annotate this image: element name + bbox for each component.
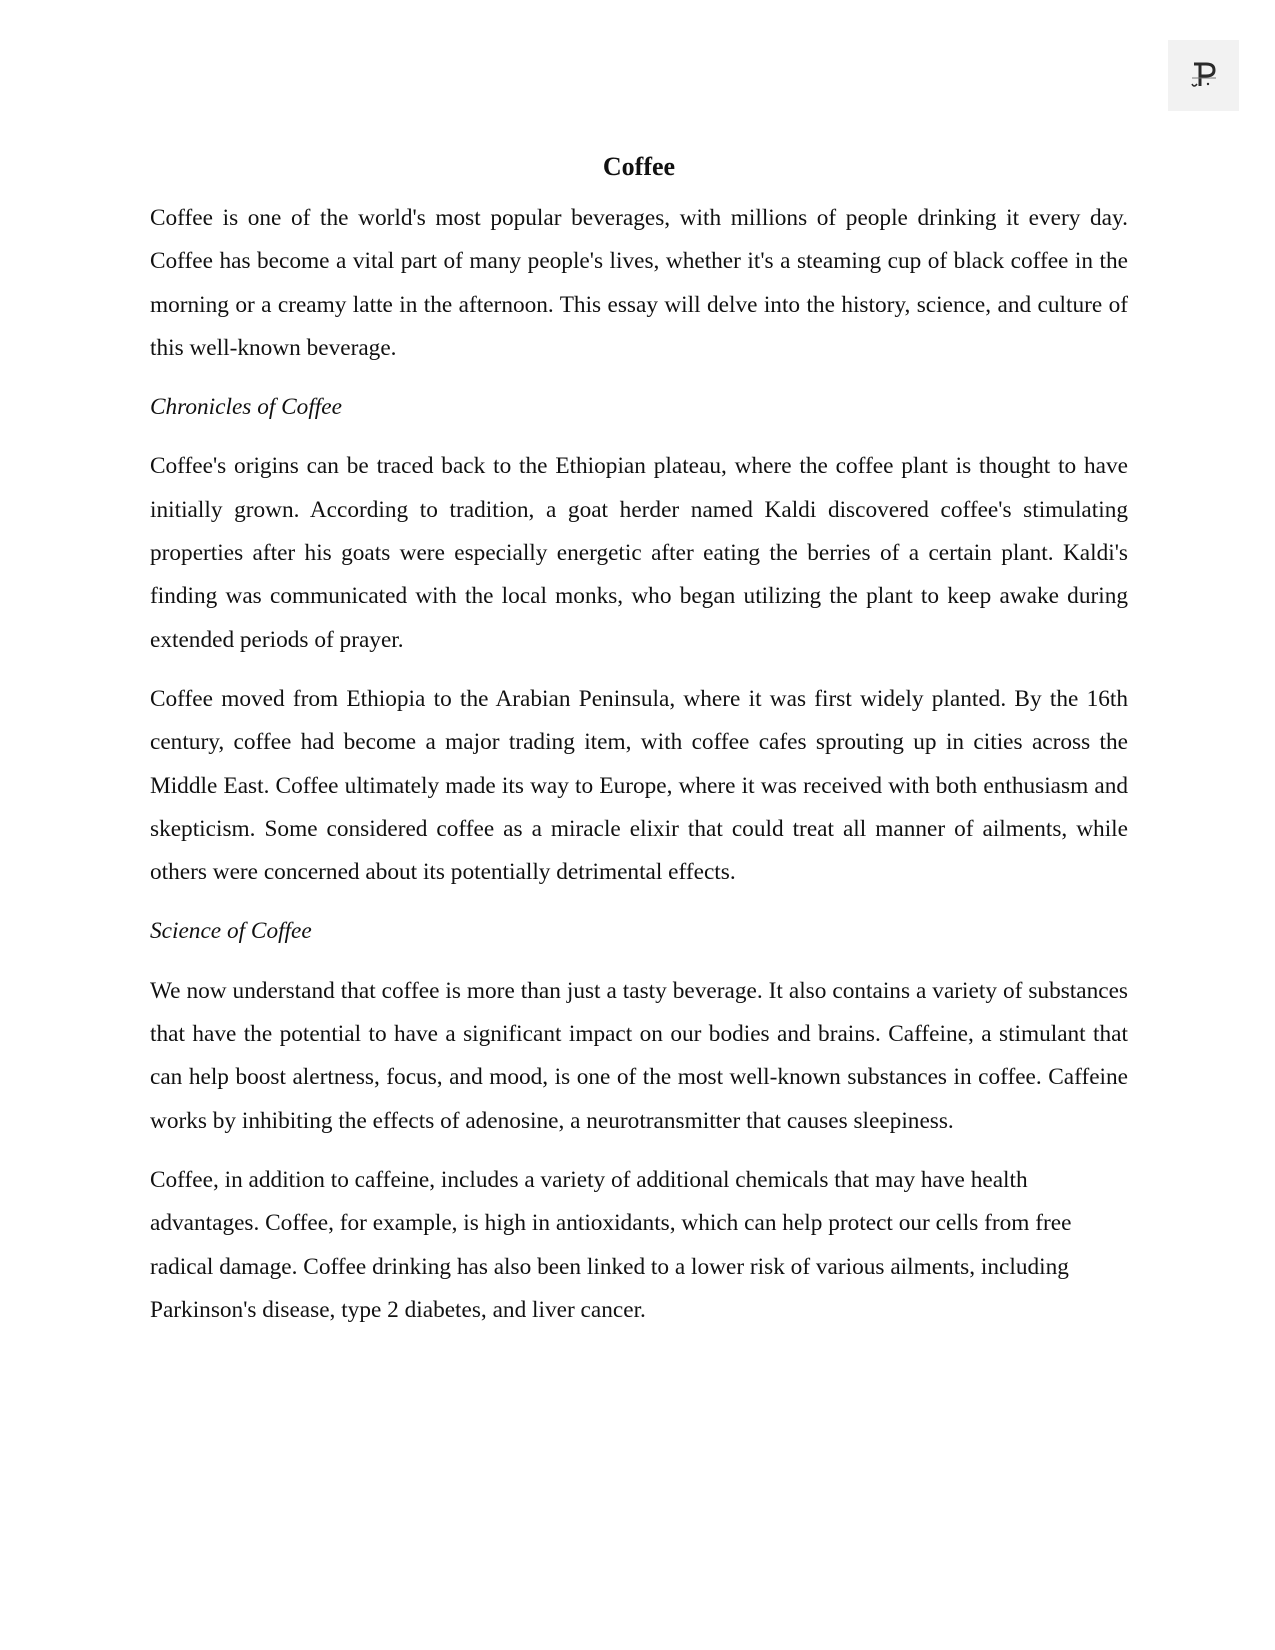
section-heading-science: Science of Coffee: [150, 918, 312, 945]
chronicles-paragraph-2: Coffee moved from Ethiopia to the Arabian Peninsula, where it was first widely planted. By the 16th century, coffee had become a major trading item, with coffee cafes sprouting up in cities across the Middle East. Coffee ultimately made its way to Europe, where it was received with both enthusiasm and skepticism. Some considered coffee as a miracle elixir that could treat all manner of ailments, while others were concerned about its potentially detrimental effects.: [150, 685, 1128, 886]
document-body: [150, 143, 1128, 1348]
brand-logo-icon: [1168, 40, 1239, 111]
document-title: Coffee: [602, 152, 676, 181]
intro-paragraph: Coffee is one of the world's most popular beverages, with millions of people drinking it every day. Coffee has become a vital part of many people's lives, whether it's a steaming cup of black coffee in the morning or a creamy latte in the afternoon. This essay will delve into the history, science, and culture of this well-known beverage.: [150, 205, 1128, 361]
brand-logo: [1168, 40, 1239, 111]
section-heading-chronicles: Chronicles of Coffee: [150, 394, 342, 421]
science-paragraph-2: Coffee, in addition to caffeine, includes a variety of additional chemicals that may have health advantages. Coffee, for example, is high in antioxidants, which can help protect our cells from free radical damage. Coffee drinking has also been linked to a lower risk of various ailments, including Parkinson's disease, type 2 diabetes, and liver cancer.: [150, 1166, 1072, 1323]
chronicles-paragraph-1: Coffee's origins can be traced back to the Ethiopian plateau, where the coffee plant is thought to have initially grown. According to tradition, a goat herder named Kaldi discovered coffee's stimulating properties after his goats were especially energetic after eating the berries of a certain plant. Kaldi's finding was communicated with the local monks, who began utilizing the plant to keep awake during extended periods of prayer.: [150, 453, 1128, 653]
science-paragraph-1: We now understand that coffee is more than just a tasty beverage. It also contains a variety of substances that have the potential to have a significant impact on our bodies and brains. Caffeine, a stimulant that can help boost alertness, focus, and mood, is one of the most well-known substances in coffee. Caffeine works by inhibiting the effects of adenosine, a neurotransmitter that causes sleepiness.: [150, 977, 1128, 1134]
